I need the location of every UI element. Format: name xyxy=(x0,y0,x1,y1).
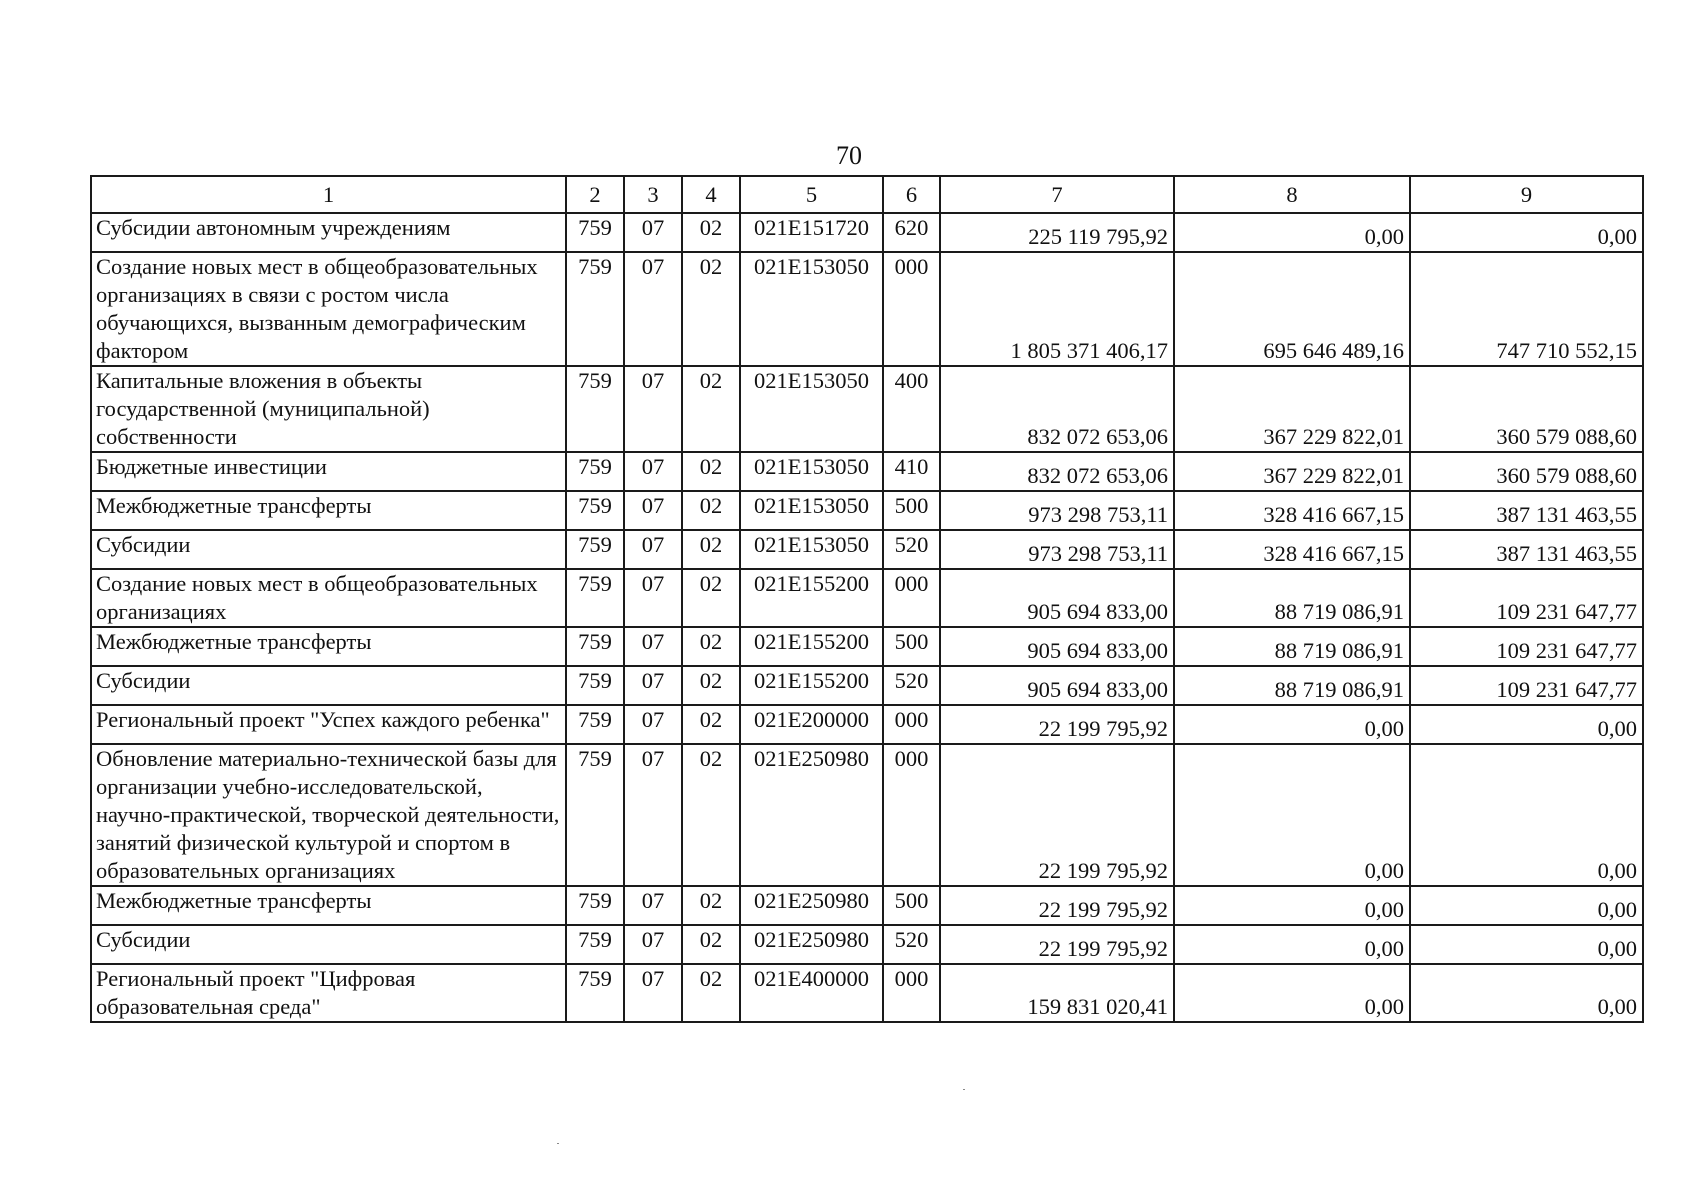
subsection-code: 02 xyxy=(682,252,740,366)
target-article-code: 021E155200 xyxy=(740,569,883,627)
subsection-code: 02 xyxy=(682,491,740,530)
expense-name: Межбюджетные трансферты xyxy=(91,886,566,925)
section-code: 07 xyxy=(624,627,682,666)
ministry-code: 759 xyxy=(566,925,624,964)
amount-col7: 225 119 795,92 xyxy=(940,213,1174,252)
amount-col7: 905 694 833,00 xyxy=(940,666,1174,705)
ministry-code: 759 xyxy=(566,666,624,705)
expense-name: Создание новых мест в общеобразовательных организациях в связи с ростом числа обучающихся, вызванным демографическим фактором xyxy=(91,252,566,366)
amount-col9: 360 579 088,60 xyxy=(1410,452,1643,491)
target-article-code: 021E400000 xyxy=(740,964,883,1022)
section-code: 07 xyxy=(624,964,682,1022)
amount-col9: 0,00 xyxy=(1410,213,1643,252)
expense-type-code: 620 xyxy=(883,213,940,252)
target-article-code: 021E153050 xyxy=(740,366,883,452)
expense-type-code: 500 xyxy=(883,886,940,925)
table-row xyxy=(91,705,1643,744)
amount-col7: 905 694 833,00 xyxy=(940,627,1174,666)
amount-col9: 387 131 463,55 xyxy=(1410,491,1643,530)
amount-col9: 0,00 xyxy=(1410,925,1643,964)
section-code: 07 xyxy=(624,452,682,491)
amount-col9: 387 131 463,55 xyxy=(1410,530,1643,569)
expense-type-code: 000 xyxy=(883,744,940,886)
amount-col7: 22 199 795,92 xyxy=(940,705,1174,744)
column-header: 7 xyxy=(940,176,1174,213)
amount-col8: 0,00 xyxy=(1174,964,1410,1022)
amount-col7: 22 199 795,92 xyxy=(940,886,1174,925)
subsection-code: 02 xyxy=(682,925,740,964)
section-code: 07 xyxy=(624,252,682,366)
amount-col7: 973 298 753,11 xyxy=(940,491,1174,530)
section-code: 07 xyxy=(624,530,682,569)
amount-col8: 0,00 xyxy=(1174,886,1410,925)
section-code: 07 xyxy=(624,925,682,964)
amount-col7: 22 199 795,92 xyxy=(940,744,1174,886)
target-article-code: 021E153050 xyxy=(740,491,883,530)
table-row xyxy=(91,886,1643,925)
ministry-code: 759 xyxy=(566,213,624,252)
expense-name: Межбюджетные трансферты xyxy=(91,491,566,530)
column-header: 9 xyxy=(1410,176,1643,213)
scan-speck xyxy=(557,1143,559,1144)
expense-type-code: 000 xyxy=(883,705,940,744)
expense-name: Субсидии xyxy=(91,925,566,964)
table-row xyxy=(91,744,1643,886)
expense-type-code: 500 xyxy=(883,491,940,530)
amount-col7: 1 805 371 406,17 xyxy=(940,252,1174,366)
expense-name: Региональный проект "Цифровая образовательная среда" xyxy=(91,964,566,1022)
amount-col9: 0,00 xyxy=(1410,964,1643,1022)
ministry-code: 759 xyxy=(566,530,624,569)
subsection-code: 02 xyxy=(682,569,740,627)
subsection-code: 02 xyxy=(682,366,740,452)
table-row xyxy=(91,530,1643,569)
ministry-code: 759 xyxy=(566,252,624,366)
amount-col8: 328 416 667,15 xyxy=(1174,491,1410,530)
subsection-code: 02 xyxy=(682,744,740,886)
target-article-code: 021E155200 xyxy=(740,627,883,666)
amount-col8: 88 719 086,91 xyxy=(1174,627,1410,666)
target-article-code: 021E153050 xyxy=(740,452,883,491)
subsection-code: 02 xyxy=(682,705,740,744)
target-article-code: 021E250980 xyxy=(740,744,883,886)
expense-type-code: 520 xyxy=(883,666,940,705)
amount-col8: 0,00 xyxy=(1174,213,1410,252)
expense-name: Субсидии xyxy=(91,666,566,705)
column-header: 5 xyxy=(740,176,883,213)
amount-col9: 0,00 xyxy=(1410,744,1643,886)
amount-col8: 88 719 086,91 xyxy=(1174,666,1410,705)
amount-col8: 0,00 xyxy=(1174,744,1410,886)
amount-col8: 367 229 822,01 xyxy=(1174,366,1410,452)
budget-table xyxy=(90,175,1644,1023)
expense-type-code: 520 xyxy=(883,925,940,964)
target-article-code: 021E151720 xyxy=(740,213,883,252)
ministry-code: 759 xyxy=(566,491,624,530)
expense-type-code: 410 xyxy=(883,452,940,491)
column-header: 8 xyxy=(1174,176,1410,213)
table-row xyxy=(91,366,1643,452)
expense-type-code: 000 xyxy=(883,252,940,366)
ministry-code: 759 xyxy=(566,705,624,744)
column-header: 4 xyxy=(682,176,740,213)
ministry-code: 759 xyxy=(566,569,624,627)
table-row xyxy=(91,569,1643,627)
expense-type-code: 400 xyxy=(883,366,940,452)
ministry-code: 759 xyxy=(566,744,624,886)
expense-name: Межбюджетные трансферты xyxy=(91,627,566,666)
table-row xyxy=(91,213,1643,252)
ministry-code: 759 xyxy=(566,627,624,666)
table-row xyxy=(91,252,1643,366)
section-code: 07 xyxy=(624,366,682,452)
target-article-code: 021E155200 xyxy=(740,666,883,705)
amount-col8: 328 416 667,15 xyxy=(1174,530,1410,569)
amount-col7: 832 072 653,06 xyxy=(940,366,1174,452)
table-row xyxy=(91,964,1643,1022)
amount-col9: 109 231 647,77 xyxy=(1410,569,1643,627)
amount-col7: 973 298 753,11 xyxy=(940,530,1174,569)
amount-col9: 747 710 552,15 xyxy=(1410,252,1643,366)
expense-type-code: 520 xyxy=(883,530,940,569)
amount-col9: 109 231 647,77 xyxy=(1410,627,1643,666)
column-header: 1 xyxy=(91,176,566,213)
section-code: 07 xyxy=(624,886,682,925)
column-header: 2 xyxy=(566,176,624,213)
target-article-code: 021E153050 xyxy=(740,252,883,366)
expense-name: Капитальные вложения в объекты государственной (муниципальной) собственности xyxy=(91,366,566,452)
subsection-code: 02 xyxy=(682,530,740,569)
subsection-code: 02 xyxy=(682,627,740,666)
target-article-code: 021E250980 xyxy=(740,886,883,925)
amount-col8: 367 229 822,01 xyxy=(1174,452,1410,491)
expense-type-code: 000 xyxy=(883,569,940,627)
subsection-code: 02 xyxy=(682,452,740,491)
ministry-code: 759 xyxy=(566,964,624,1022)
amount-col8: 0,00 xyxy=(1174,925,1410,964)
subsection-code: 02 xyxy=(682,886,740,925)
expense-name: Обновление материально-технической базы для организации учебно-исследовательской, научно-практической, творческой деятельности, занятий физической культурой и спортом в образовательных организациях xyxy=(91,744,566,886)
expense-type-code: 500 xyxy=(883,627,940,666)
section-code: 07 xyxy=(624,705,682,744)
expense-name: Бюджетные инвестиции xyxy=(91,452,566,491)
amount-col9: 0,00 xyxy=(1410,705,1643,744)
target-article-code: 021E153050 xyxy=(740,530,883,569)
table-row xyxy=(91,666,1643,705)
section-code: 07 xyxy=(624,491,682,530)
expense-name: Региональный проект "Успех каждого ребенка" xyxy=(91,705,566,744)
column-header: 3 xyxy=(624,176,682,213)
section-code: 07 xyxy=(624,213,682,252)
amount-col8: 0,00 xyxy=(1174,705,1410,744)
ministry-code: 759 xyxy=(566,886,624,925)
target-article-code: 021E200000 xyxy=(740,705,883,744)
amount-col9: 360 579 088,60 xyxy=(1410,366,1643,452)
target-article-code: 021E250980 xyxy=(740,925,883,964)
subsection-code: 02 xyxy=(682,666,740,705)
amount-col7: 832 072 653,06 xyxy=(940,452,1174,491)
subsection-code: 02 xyxy=(682,213,740,252)
amount-col7: 22 199 795,92 xyxy=(940,925,1174,964)
amount-col8: 695 646 489,16 xyxy=(1174,252,1410,366)
ministry-code: 759 xyxy=(566,452,624,491)
column-number-header-row xyxy=(91,176,1643,213)
expense-name: Субсидии автономным учреждениям xyxy=(91,213,566,252)
table-row xyxy=(91,925,1643,964)
section-code: 07 xyxy=(624,744,682,886)
table-row xyxy=(91,627,1643,666)
section-code: 07 xyxy=(624,666,682,705)
amount-col7: 159 831 020,41 xyxy=(940,964,1174,1022)
column-header: 6 xyxy=(883,176,940,213)
expense-name: Создание новых мест в общеобразовательных организациях xyxy=(91,569,566,627)
scan-speck xyxy=(963,1089,965,1090)
amount-col9: 109 231 647,77 xyxy=(1410,666,1643,705)
amount-col9: 0,00 xyxy=(1410,886,1643,925)
table-row xyxy=(91,452,1643,491)
subsection-code: 02 xyxy=(682,964,740,1022)
table-row xyxy=(91,491,1643,530)
expense-type-code: 000 xyxy=(883,964,940,1022)
ministry-code: 759 xyxy=(566,366,624,452)
section-code: 07 xyxy=(624,569,682,627)
amount-col8: 88 719 086,91 xyxy=(1174,569,1410,627)
amount-col7: 905 694 833,00 xyxy=(940,569,1174,627)
expense-name: Субсидии xyxy=(91,530,566,569)
page-number: 70 xyxy=(836,141,862,170)
